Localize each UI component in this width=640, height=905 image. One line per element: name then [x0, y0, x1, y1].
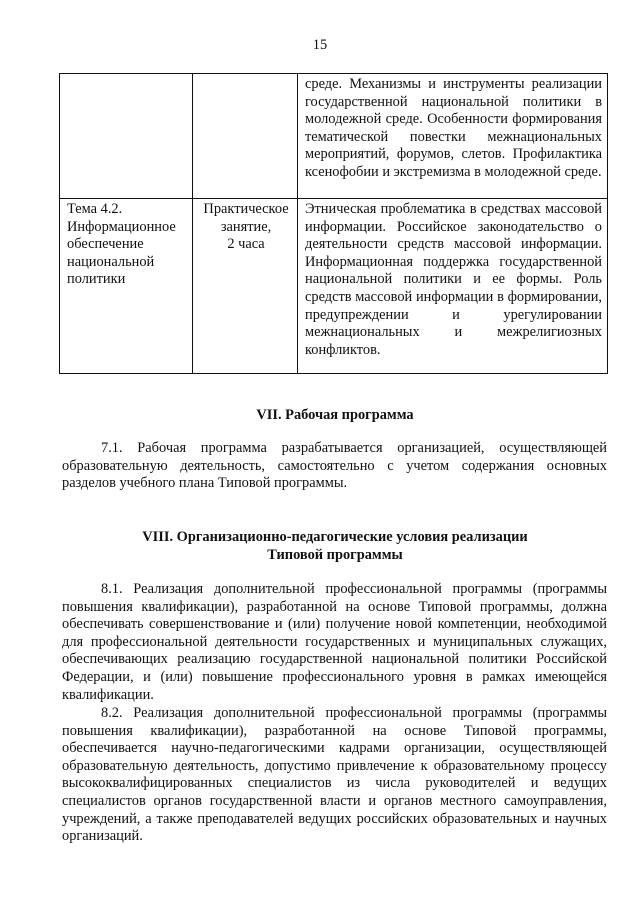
format-cell: [193, 74, 298, 199]
page-number: 15: [312, 37, 328, 53]
table-row-continuation: [60, 74, 608, 199]
topic-cell: [60, 74, 193, 199]
section-8-heading-line-2: Типовой программы: [267, 546, 403, 563]
paragraph-7-1: 7.1. Рабочая программа разрабатывается организацией, осуществляющей образовательную деятельность, самостоятельно с учетом содержания основных разделов учебного плана Типовой программы.: [62, 440, 607, 492]
content-cell: среде. Механизмы и инструменты реализации государственной национальной политики в молодежной среде. Особенности формирования тематической повестки межнациональных мероприятий, форумов, слетов. Профилактика ксенофобии и экстремизма в молодежной среде.: [298, 74, 608, 199]
section-8-heading: [62, 529, 608, 564]
topic-cell: Тема 4.2. Информационное обеспечение национальной политики: [60, 199, 193, 374]
format-hours: 2 часа: [227, 236, 265, 253]
format-type: Практическое занятие,: [203, 201, 289, 235]
paragraph-8-2: 8.2. Реализация дополнительной профессиональной программы (программы повышения квалификации), разработанной на основе Типовой программы, обеспечивается научно-педагогическими кадрами организации, осуществляющей образовательную деятельность, допустимо привлечение к образовательному процессу высококвалифицированных специалистов из числа руководителей и ведущих специалистов органов государственной власти и органов местного самоуправления, учреждений, а также преподавателей ведущих российских образовательных и научных организаций.: [62, 705, 607, 845]
format-cell: [193, 199, 298, 374]
curriculum-table: [59, 73, 608, 374]
section-7-heading: VII. Рабочая программа: [256, 407, 414, 423]
table-row-topic-4-2: [60, 199, 608, 374]
paragraph-8-1: 8.1. Реализация дополнительной профессиональной программы (программы повышения квалификации), разработанной на основе Типовой программы, должна обеспечивать совершенствование и (или) получение новой компетенции, необходимой для профессиональной деятельности государственных и муниципальных служащих, обеспечивающих реализацию государственной национальной политики Российской Федерации, и (или) повышение профессионального уровня в рамках имеющейся квалификации.: [62, 581, 607, 703]
section-8-heading-line-1: VIII. Организационно-педагогические условия реализации: [142, 529, 528, 545]
content-cell: Этническая проблематика в средствах массовой информации. Российское законодательство о деятельности средств массовой информации. Информационная поддержка государственной национальной политики и ее формы. Роль средств массовой информации в формировании, предупреждении и урегулировании межнациональных и межрелигиозных конфликтов.: [298, 199, 608, 374]
